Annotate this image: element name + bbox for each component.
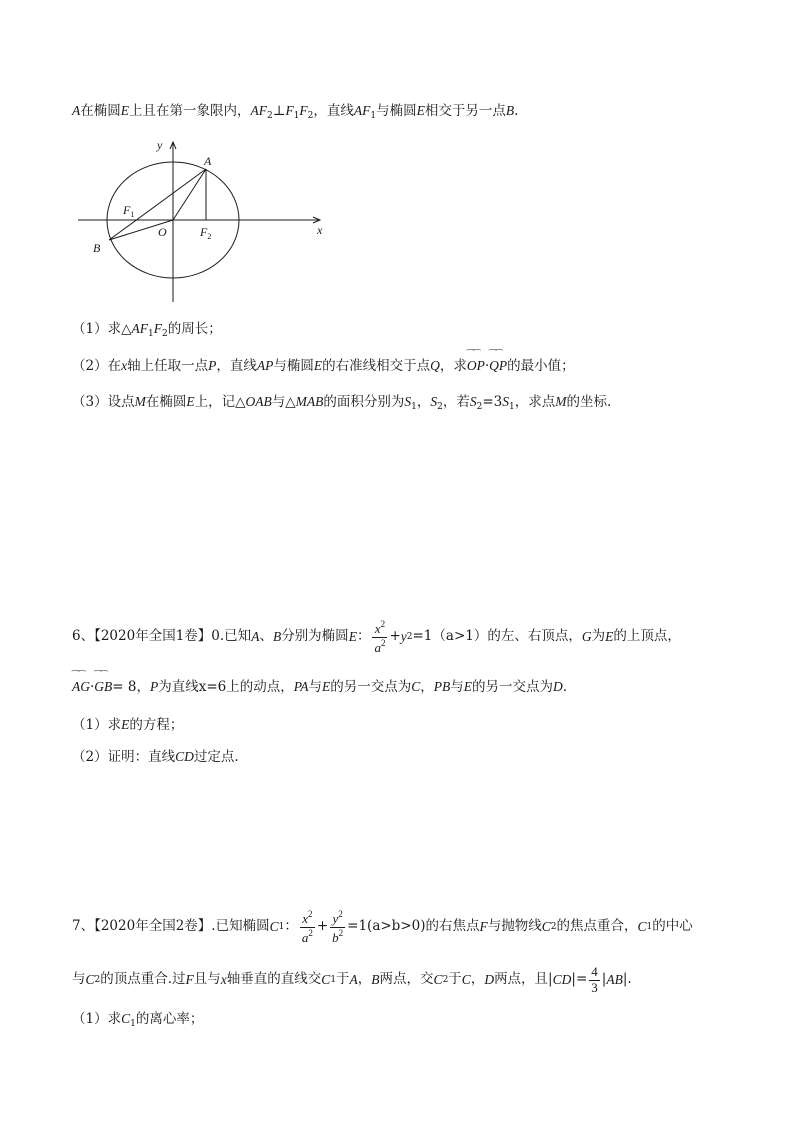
q7-line2: 与 C 2 的顶点重合.过 F 且与 x 轴垂直的直线交 C 1 于 A ， B 两点，交 C 2 于 C ， D 两点，且| CD |= $\frac{4}{3}$ | AB |. bbox=[72, 963, 632, 995]
q5-part2: （2）在x轴上任取一点P，直线AP与椭圆E的右准线相交于点Q，求⁀⁀ OP·⁀⁀ QP的最小值； bbox=[72, 359, 575, 374]
line-a-o bbox=[173, 169, 206, 220]
ellipse-figure bbox=[72, 135, 332, 310]
label-f1: $F_1$ bbox=[123, 203, 135, 219]
intro-line: A在椭圆E上且在第一象限内，$AF_2\perp F_1F_2$，直线$AF_1$与椭圆E相交于另一点B. bbox=[72, 103, 519, 121]
label-x: x bbox=[317, 223, 323, 237]
q7-line1: 7、【2020年全国2卷】 .已知椭圆 C 1 ： $\frac{x^2}{a^2}$ + $\frac{y^2}{b^2}$ =1(a>b>0)的右焦点 F 与抛物线 C 2 的焦点重合， C 1 的中心 bbox=[72, 908, 693, 945]
q6-part1: （1）求E的方程； bbox=[72, 717, 184, 733]
label-a: A bbox=[204, 154, 212, 168]
q6-line2: ⁀⁀ AG·⁀⁀ GB= 8，P为直线x=6上的动点，PA与E的另一交点为C，PB与E的另一交点为D. bbox=[72, 680, 567, 695]
label-y: y bbox=[157, 138, 163, 152]
fraction-y2-b2: $\frac{y^2}{b^2}$ bbox=[332, 908, 344, 945]
q6-line1: 6、【2020年全国1卷】 0.已知 A 、 B 分别为椭圆 E ： $\frac{x^2}{a^2}$ + y 2 =1 （a>1）的左、右顶点， G 为 E 的上顶点， bbox=[72, 618, 681, 655]
q5-part3: （3）设点M在椭圆E上，记△OAB与△MAB的面积分别为$S_1$，$S_2$，若$S_2=3S_1$，求点M的坐标. bbox=[72, 394, 612, 412]
q6-part2: （2）证明：直线CD过定点. bbox=[72, 749, 239, 765]
fraction-4-3: $\frac{4}{3}$ bbox=[591, 963, 598, 995]
label-o: O bbox=[158, 225, 167, 239]
label-f2: $F_2$ bbox=[200, 225, 212, 241]
label-b: B bbox=[93, 241, 101, 255]
fraction-x2-a2: $\frac{x^2}{a^2}$ bbox=[374, 618, 386, 655]
q5-part1: （1）求$\triangle AF_1F_2$的周长； bbox=[72, 321, 222, 339]
q7-part1: （1）求$C_1$的离心率； bbox=[72, 1011, 204, 1029]
fraction-x2-a2: $\frac{x^2}{a^2}$ bbox=[301, 908, 313, 945]
